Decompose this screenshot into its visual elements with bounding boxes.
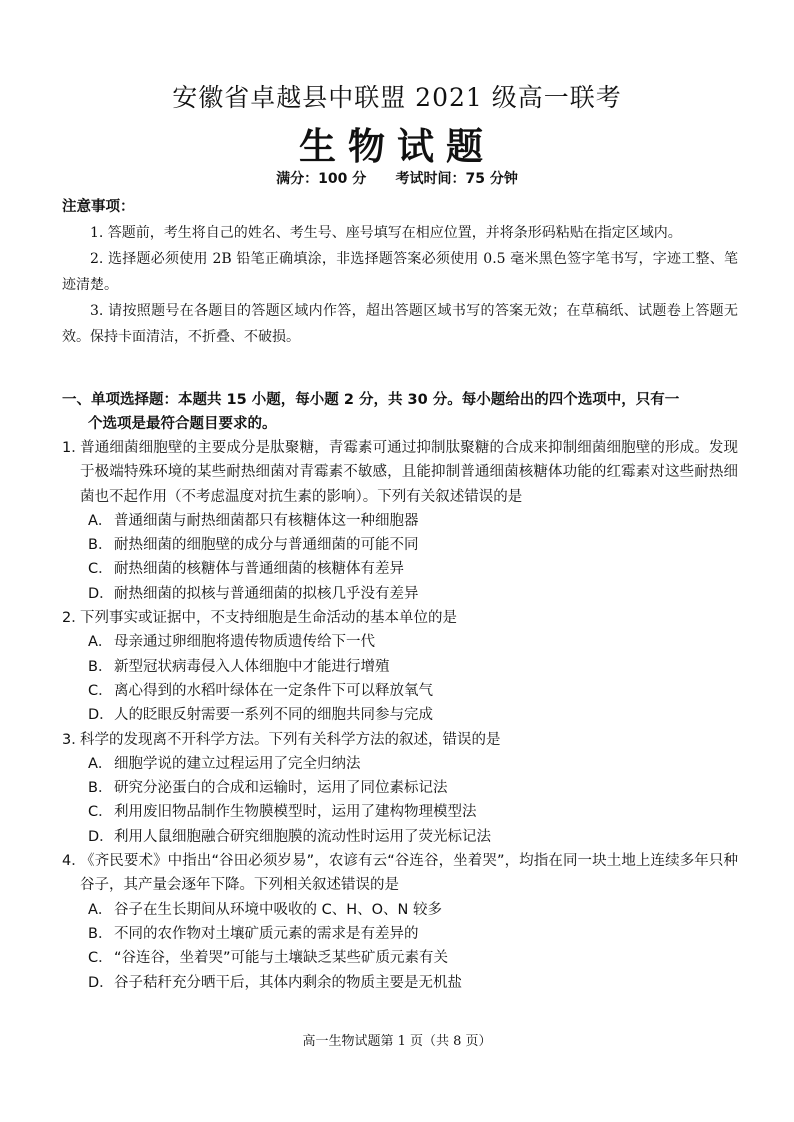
option-letter: C． (88, 950, 113, 967)
option-text: 普通细菌与耐热细菌都只有核糖体这一种细胞器 (114, 512, 419, 529)
option-letter: A． (88, 512, 113, 529)
question-text: 普通细菌细胞壁的主要成分是肽聚糖，青霉素可通过抑制肽聚糖的合成来抑制细菌细胞壁的形成。发现于极端特殊环境的某些耐热细菌对青霉素不敏感，且能抑制普通细菌核糖体功能的红霉素对这些耐热细菌也不起作用（不考虑温度对抗生素的影响）。下列有关叙述错误的是 (80, 440, 738, 505)
option-c (62, 946, 738, 970)
option-c (62, 679, 738, 703)
option-letter: A． (88, 901, 113, 918)
option-letter: C． (88, 682, 113, 699)
question-2 (62, 606, 738, 727)
note-item-2: 2. 选择题必须使用 2B 铅笔正确填涂，非选择题答案必须使用 0.5 毫米黑色签字笔书写，字迹工整、笔迹清楚。 (62, 251, 738, 293)
question-stem (62, 728, 738, 752)
option-text: 研究分泌蛋白的合成和运输时，运用了同位素标记法 (114, 780, 448, 797)
question-3 (62, 728, 738, 849)
question-text: 下列事实或证据中，不支持细胞是生命活动的基本单位的是 (80, 610, 457, 627)
question-number: 4． (62, 853, 86, 870)
question-stem (62, 849, 738, 898)
option-a (62, 509, 738, 533)
score-time-line: 满分：100 分 考试时间：75 分钟 (276, 171, 518, 187)
option-text: 谷子秸秆充分晒干后，其体内剩余的物质主要是无机盐 (114, 974, 462, 991)
section-heading-line-1: 一、单项选择题：本题共 15 小题，每小题 2 分，共 30 分。每小题给出的四个选项中，只有一 (62, 392, 680, 408)
option-letter: B． (88, 780, 113, 797)
question-stem (62, 436, 738, 509)
note-item-3: 3. 请按照题号在各题目的答题区域内作答，超出答题区域书写的答案无效；在草稿纸、试题卷上答题无效。保持卡面清洁，不折叠、不破损。 (62, 303, 738, 345)
option-text: 母亲通过卵细胞将遗传物质遗传给下一代 (114, 634, 375, 651)
option-d (62, 825, 738, 849)
option-letter: D． (88, 974, 114, 991)
option-text: “谷连谷，坐着哭”可能与土壤缺乏某些矿质元素有关 (114, 950, 449, 967)
question-number: 2． (62, 610, 86, 627)
option-letter: D． (88, 828, 114, 845)
option-c (62, 557, 738, 581)
option-letter: A． (88, 755, 113, 772)
notes-block (62, 194, 738, 350)
option-letter: D． (88, 585, 114, 602)
option-a (62, 752, 738, 776)
question-1 (62, 436, 738, 606)
section-heading (62, 388, 738, 436)
option-letter: B． (88, 537, 113, 554)
option-text: 新型冠状病毒侵入人体细胞中才能进行增殖 (114, 658, 390, 675)
option-b (62, 776, 738, 800)
option-letter: B． (88, 658, 113, 675)
question-number: 1． (62, 440, 86, 456)
question-stem (62, 606, 738, 630)
option-letter: B． (88, 925, 113, 942)
option-text: 耐热细菌的核糖体与普通细菌的核糖体有差异 (114, 561, 404, 578)
option-text: 离心得到的水稻叶绿体在一定条件下可以释放氧气 (114, 682, 433, 699)
notes-title: 注意事项： (62, 199, 135, 215)
option-text: 不同的农作物对土壤矿质元素的需求是有差异的 (114, 925, 419, 942)
question-text: 《齐民要术》中指出“谷田必须岁易”，农谚有云“谷连谷，坐着哭”，均指在同一块土地上连续多年只种谷子，其产量会逐年下降。下列相关叙述错误的是 (80, 853, 738, 894)
option-letter: C． (88, 804, 113, 821)
option-text: 细胞学说的建立过程运用了完全归纳法 (114, 755, 361, 772)
option-text: 利用废旧物品制作生物膜模型时，运用了建构物理模型法 (114, 804, 477, 821)
section-heading-line-2: 个选项是最符合题目要求的。 (88, 416, 277, 432)
exam-header-title: 安徽省卓越县中联盟 2021 级高一联考 (172, 83, 622, 112)
option-letter: A． (88, 634, 113, 651)
option-d (62, 971, 738, 995)
option-text: 耐热细菌的拟核与普通细菌的拟核几乎没有差异 (114, 585, 419, 602)
option-letter: C． (88, 561, 113, 578)
option-b (62, 922, 738, 946)
option-a (62, 630, 738, 654)
option-b (62, 655, 738, 679)
option-text: 人的眨眼反射需要一系列不同的细胞共同参与完成 (114, 707, 433, 724)
option-d (62, 582, 738, 606)
page-footer: 高一生物试题第 1 页（共 8 页） (302, 1034, 492, 1049)
option-text: 利用人鼠细胞融合研究细胞膜的流动性时运用了荧光标记法 (114, 828, 491, 845)
note-item-1: 1. 答题前，考生将自己的姓名、考生号、座号填写在相应位置，并将条形码粘贴在指定区域内。 (90, 225, 682, 241)
question-4 (62, 849, 738, 995)
option-a (62, 898, 738, 922)
option-c (62, 800, 738, 824)
option-text: 谷子在生长期间从环境中吸收的 C、H、O、N 较多 (114, 901, 443, 918)
option-text: 耐热细菌的细胞壁的成分与普通细菌的可能不同 (114, 537, 419, 554)
subject-title: 生物试题 (299, 124, 495, 168)
question-list (62, 436, 738, 995)
option-d (62, 703, 738, 727)
question-text: 科学的发现离不开科学方法。下列有关科学方法的叙述，错误的是 (80, 731, 501, 748)
question-number: 3． (62, 731, 86, 748)
option-letter: D． (88, 707, 114, 724)
option-b (62, 533, 738, 557)
